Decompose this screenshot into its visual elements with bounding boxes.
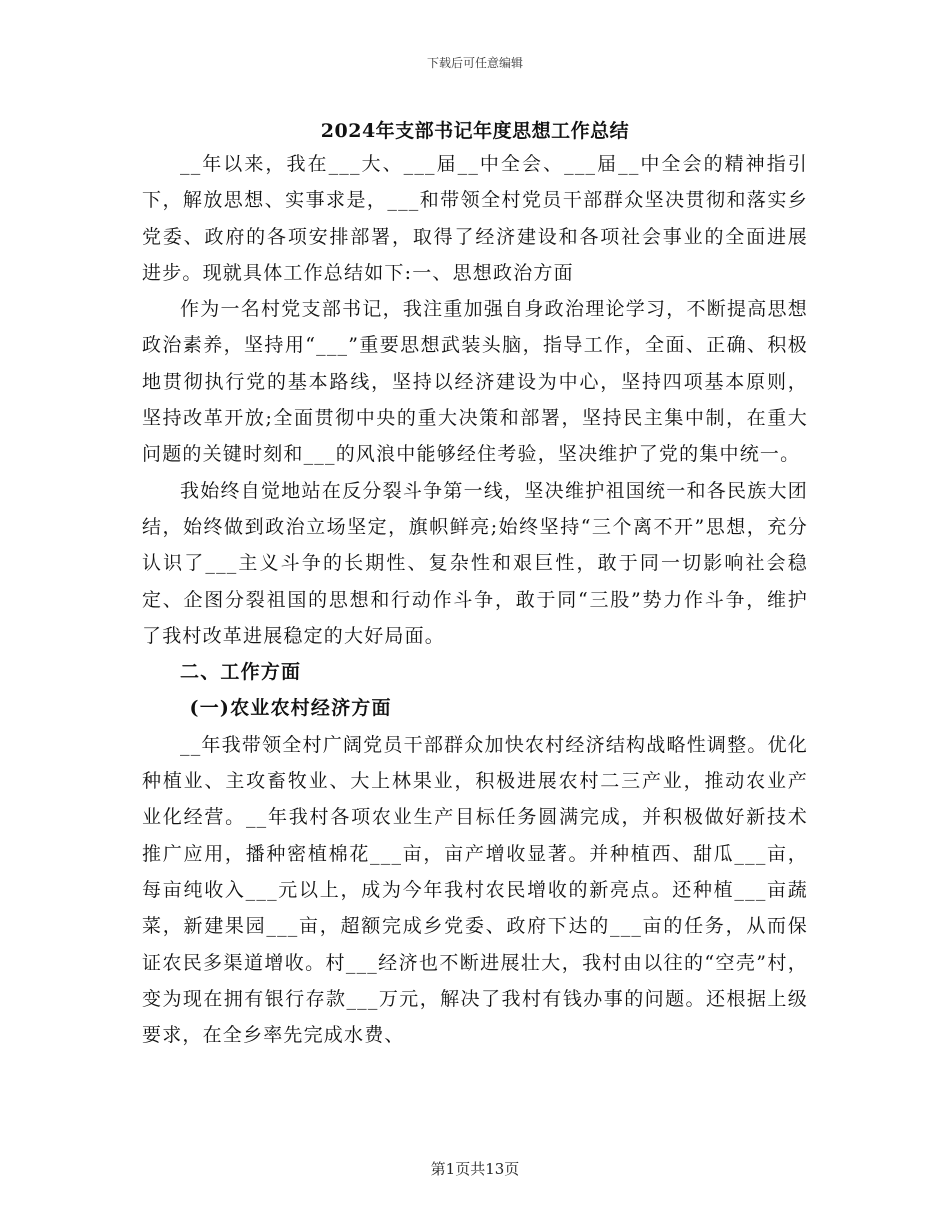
document-body (142, 146, 808, 1053)
paragraph-political-study: 作为一名村党支部书记，我注重加强自身政治理论学习，不断提高思想政治素养，坚持用“___”重要思想武装头脑，指导工作，全面、正确、积极地贯彻执行党的基本路线，坚持以经济建设为中心，坚持四项基本原则，坚持改革开放;全面贯彻中央的重大决策和部署，坚持民主集中制，在重大问题的关键时刻和___的风浪中能够经住考验，坚决维护了党的集中统一。 (142, 298, 808, 466)
header-note: 下载后可任意编辑 (426, 56, 523, 70)
page-footer: 第1页共13页 (430, 1160, 520, 1178)
paragraph-agriculture: __年我带领全村广阔党员干部群众加快农村经济结构战略性调整。优化种植业、主攻畜牧业、大上林果业，积极进展农村二三产业，推动农业产业化经营。__年我村各项农业生产目标任务圆满完成，并积极做好新技术推广应用，播种密植棉花___亩，亩产增收显著。并种植西、甜瓜___亩，每亩纯收入___元以上，成为今年我村农民增收的新亮点。还种植___亩蔬菜，新建果园___亩，超额完成乡党委、政府下达的___亩的任务，从而保证农民多渠道增收。村___经济也不断进展壮大，我村由以往的“空壳”村，变为现在拥有银行存款___万元，解决了我村有钱办事的问题。还根据上级要求，在全乡率先完成水费、 (142, 733, 808, 1047)
paragraph-anti-separatism: 我始终自觉地站在反分裂斗争第一线，坚决维护祖国统一和各民族大团结，始终做到政治立场坚定，旗帜鲜亮;始终坚持“三个离不开”思想，充分认识了___主义斗争的长期性、复杂性和艰巨性，敢于同一切影响社会稳定、企图分裂祖国的思想和行动作斗争，敢于同“三股”势力作斗争，维护了我村改革进展稳定的大好局面。 (142, 479, 808, 647)
paragraph-intro: __年以来，我在___大、___届__中全会、___届__中全会的精神指引下，解放思想、实事求是，___和带领全村党员干部群众坚决贯彻和落实乡党委、政府的各项安排部署，取得了经济建设和各项社会事业的全面进展进步。现就具体工作总结如下:一、思想政治方面 (142, 153, 808, 284)
document-title: 2024年支部书记年度思想工作总结 (320, 120, 630, 142)
subsection-heading-agriculture: (一)农业农村经济方面 (189, 697, 392, 720)
section-heading-work: 二、工作方面 (180, 661, 302, 684)
